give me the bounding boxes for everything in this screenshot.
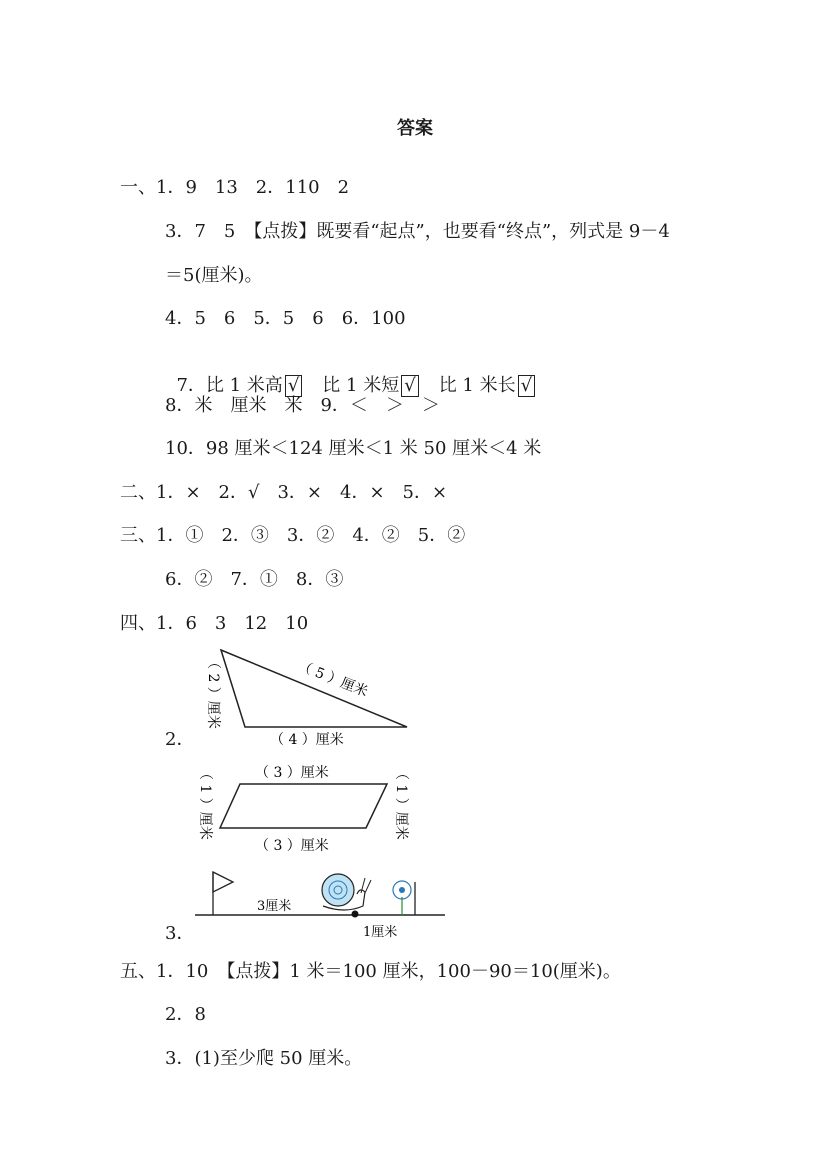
- snail-icon: [322, 874, 371, 910]
- flag-icon: [213, 872, 233, 892]
- option-longer: 比 1 米长: [438, 375, 516, 396]
- parallelogram-top-label: （ 3 ）厘米: [255, 765, 329, 781]
- answer-line-8: 二、1．× 2．√ 3．× 4．× 5．×: [120, 482, 448, 503]
- option-shorter: 比 1 米短: [322, 375, 400, 396]
- answer-line-15: 2．8: [165, 1004, 206, 1025]
- answer-line-9: 三、1．① 2．③ 3．② 4．② 5．②: [120, 525, 466, 546]
- page-title: 答案: [397, 118, 433, 139]
- answer-line-6: 8．米 厘米 米 9．＜ ＞ ＞: [165, 395, 440, 416]
- triangle-left-label: （ 2 ）厘米: [205, 655, 221, 729]
- checkbox-longer: √: [518, 375, 535, 397]
- distance-label-3cm: 3厘米: [257, 899, 292, 914]
- answer-line-10: 6．② 7．① 8．③: [165, 569, 344, 590]
- answer-line-14: 五、1．10 【点拨】1 米＝100 厘米，100－90＝10(厘米)。: [120, 961, 621, 982]
- option-taller: 7．比 1 米高: [176, 375, 283, 396]
- answer-line-11: 四、1．6 3 12 10: [120, 613, 309, 634]
- flower-icon: [393, 881, 415, 915]
- answer-line-2: 3．7 5 【点拨】既要看“起点”，也要看“终点”，列式是 9－4: [165, 221, 670, 242]
- answer-line-16: 3．(1)至少爬 50 厘米。: [165, 1048, 363, 1069]
- parallelogram-shape: [220, 784, 387, 828]
- parallelogram-left-label: （ 1 ）厘米: [197, 766, 213, 840]
- checkbox-taller: √: [285, 375, 302, 397]
- snail-position-dot: [352, 911, 359, 918]
- parallelogram-right-label: （ 1 ）厘米: [393, 766, 409, 840]
- triangle-figure: [195, 645, 415, 755]
- parallelogram-bottom-label: （ 3 ）厘米: [255, 838, 329, 854]
- answer-line-5: [165, 350, 537, 398]
- answer-line-4: 4．5 6 5．5 6 6．100: [165, 308, 406, 329]
- answer-line-1: 一、1．9 13 2．110 2: [120, 177, 350, 198]
- checkbox-shorter: √: [401, 375, 418, 397]
- triangle-hyp-label: （ 5 ）厘米: [295, 657, 370, 701]
- answer-line-3: ＝5(厘米)。: [165, 265, 263, 286]
- snail-figure: [195, 862, 455, 942]
- parallelogram-figure: [195, 758, 420, 858]
- answer-line-12: 2．: [165, 729, 195, 750]
- distance-label-1cm: 1厘米: [363, 925, 398, 940]
- triangle-shape: [221, 650, 407, 727]
- answer-line-7: 10．98 厘米＜124 厘米＜1 米 50 厘米＜4 米: [165, 438, 542, 459]
- answer-line-13: 3．: [165, 923, 195, 944]
- triangle-bottom-label: （ 4 ）厘米: [270, 732, 344, 748]
